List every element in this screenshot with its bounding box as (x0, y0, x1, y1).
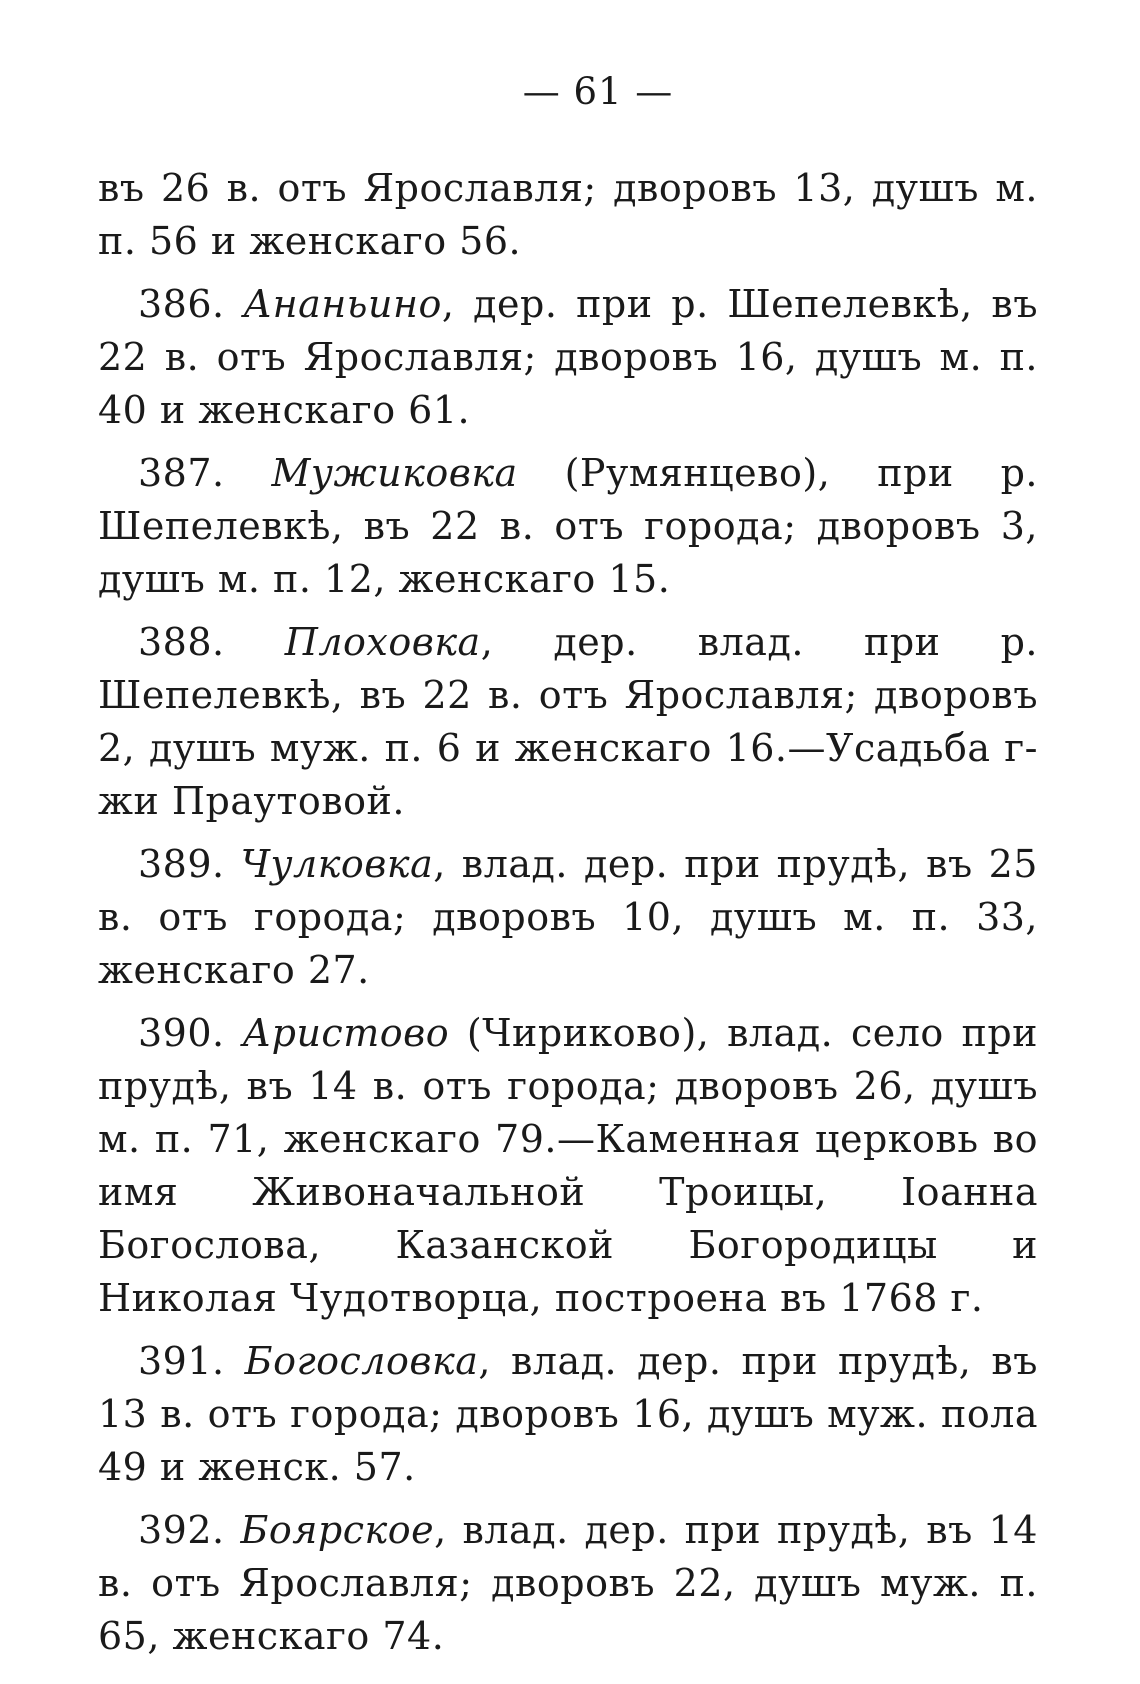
place-name: Богословка (244, 1339, 479, 1383)
place-name: Мужиковка (271, 451, 518, 495)
place-name: Плоховка (284, 620, 481, 664)
entry-text: , влад. дер. при прудѣ, въ 25 в. отъ города; дворовъ 10, душъ м. п. 33, женскаго 27. (98, 842, 1038, 992)
entry-390 (98, 1007, 1038, 1325)
entry-386 (98, 278, 1038, 437)
place-name: Чулковка (240, 842, 434, 886)
entry-text: (Чириково), влад. село при прудѣ, въ 14 в. отъ города; дворовъ 26, душъ м. п. 71, женскаго 79.—Каменная церковь во имя Живоначальной Троицы, Іоанна Богослова, Казанской Богородицы и Николая Чудотворца, построена въ 1768 г. (98, 1011, 1038, 1320)
entry-text: въ 26 в. отъ Ярославля; дворовъ 13, душъ м. п. 56 и женскаго 56. (98, 166, 1038, 263)
document-page (98, 70, 1038, 1673)
entry-text: , влад. дер. при прудѣ, въ 13 в. отъ города; дворовъ 16, душъ муж. пола 49 и женск. 57. (98, 1339, 1038, 1489)
entry-389 (98, 838, 1038, 997)
entry-number: 390. (138, 1011, 225, 1055)
entry-text: , дер. при р. Шепелевкѣ, въ 22 в. отъ Ярославля; дворовъ 16, душъ м. п. 40 и женскаго 61. (98, 282, 1038, 432)
entry-number: 389. (138, 842, 225, 886)
entry-number: 391. (138, 1339, 225, 1383)
entry-text: , влад. дер. при прудѣ, въ 14 в. отъ Ярославля; дворовъ 22, душъ муж. п. 65, женскаго 74. (98, 1508, 1038, 1658)
entry-391 (98, 1335, 1038, 1494)
entry-continuation (98, 162, 1038, 268)
place-name: Ананьино (243, 282, 442, 326)
entry-387 (98, 447, 1038, 606)
entry-text: , дер. влад. при р. Шепелевкѣ, въ 22 в. отъ Ярославля; дворовъ 2, душъ муж. п. 6 и женскаго 16.—Усадьба г-жи Праутовой. (98, 620, 1038, 823)
entry-number: 392. (138, 1508, 225, 1552)
place-name: Боярское (240, 1508, 435, 1552)
entry-388 (98, 616, 1038, 828)
entry-392 (98, 1504, 1038, 1663)
entry-number: 388. (138, 620, 225, 664)
entry-number: 386. (138, 282, 225, 326)
place-name: Аристово (242, 1011, 450, 1055)
entry-number: 387. (138, 451, 225, 495)
entry-text: (Румянцево), при р. Шепелевкѣ, въ 22 в. отъ города; дворовъ 3, душъ м. п. 12, женскаго 15. (98, 451, 1038, 601)
page-number: — 61 — (522, 70, 674, 113)
